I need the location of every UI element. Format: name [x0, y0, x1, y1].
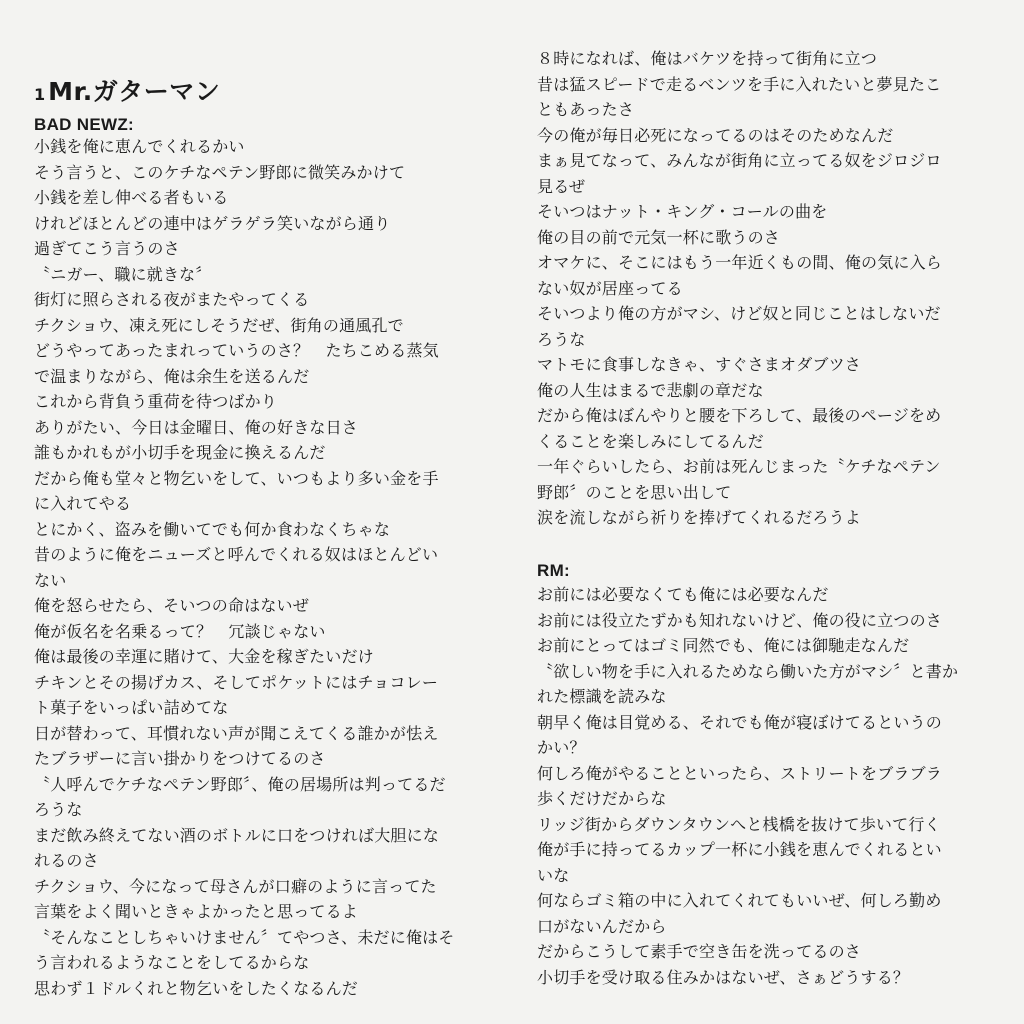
speaker-bad-newz: BAD NEWZ:: [34, 115, 134, 134]
lyric-line: 俺が仮名を名乗るって？ 冗談じゃない: [34, 621, 326, 641]
lyric-line: 〝欲しい物を手に入れるためなら働いた方がマシ〞と書か: [537, 661, 959, 681]
rm-lyrics: [537, 582, 958, 990]
lyric-line: チクショウ、今になって母さんが口癖のように言ってた: [34, 876, 437, 896]
lyric-line: 涙を流しながら祈りを捧げてくれるだろうよ: [537, 508, 862, 527]
lyric-line: けれどほとんどの連中はゲラゲラ笑いながら通り: [34, 213, 391, 233]
lyric-line: 野郎〞のことを思い出して: [537, 482, 732, 502]
lyric-line: チキンとその揚げカス、そしてポケットにはチョコレー: [34, 672, 439, 692]
track-title: Mr.ガターマン: [48, 77, 221, 106]
lyric-line: とにかく、盗みを働いてでも何か食わなくちゃな: [34, 519, 391, 539]
speaker-rm: RM:: [537, 561, 570, 580]
lyric-line: 俺の人生はまるで悲劇の章だな: [537, 380, 764, 400]
lyric-line: 見るぜ: [537, 176, 586, 196]
lyric-line: お前には必要なくても俺には必要なんだ: [537, 585, 829, 604]
lyric-line: 〝人呼んでケチなペテン野郎〞、俺の居場所は判ってるだ: [34, 774, 446, 794]
lyric-line: だからこうして素手で空き缶を洗ってるのさ: [537, 942, 862, 961]
lyric-line: まだ飲み終えてない酒のボトルに口をつければ大胆にな: [34, 825, 440, 845]
track-heading: [34, 72, 220, 108]
lyric-line: で温まりながら、俺は余生を送るんだ: [34, 366, 310, 386]
lyric-line: 朝早く俺は目覚める、それでも俺が寝ぼけてるというの: [537, 712, 943, 732]
lyric-line: そいつより俺の方がマシ、けど奴と同じことはしないだ: [537, 304, 941, 323]
lyric-line: リッジ街からダウンタウンへと桟橋を抜けて歩いて行く: [537, 814, 941, 834]
lyric-line: オマケに、そこにはもう一年近くもの間、俺の気に入ら: [537, 253, 943, 272]
lyric-line: これから背負う重荷を待つばかり: [34, 392, 278, 411]
lyric-line: 小切手を受け取る住みかはないぜ、さぁどうする？: [537, 967, 910, 987]
lyric-line: 〝そんなことしちゃいけません〞てやつさ、未だに俺はそ: [34, 927, 455, 947]
lyric-line: 口がないんだから: [537, 916, 667, 936]
lyric-line: だから俺も堂々と物乞いをして、いつもより多い金を手: [34, 468, 439, 488]
lyric-line: 俺は最後の幸運に賭けて、大金を稼ぎたいだけ: [34, 647, 374, 666]
lyric-line: ともあったさ: [537, 100, 635, 119]
lyric-line: いな: [537, 865, 570, 885]
lyric-line: お前には役立たずかも知れないけど、俺の役に立つのさ: [537, 610, 943, 630]
lyric-line: 言葉をよく聞いときゃよかったと思ってるよ: [34, 902, 359, 921]
lyric-line: たブラザーに言い掛かりをつけてるのさ: [34, 749, 326, 768]
lyric-line: 街灯に照らされる夜がまたやってくる: [34, 290, 310, 309]
lyric-line: 俺の目の前で元気一杯に歌うのさ: [537, 227, 781, 247]
lyric-line: 何ならゴミ箱の中に入れてくれてもいいぜ、何しろ勤め: [537, 891, 942, 910]
left-lyrics: [34, 134, 455, 1001]
lyric-line: れた標識を読みな: [537, 687, 667, 706]
lyric-line: 誰もかれもが小切手を現金に換えるんだ: [34, 443, 326, 462]
lyric-line: 今の俺が毎日必死になってるのはそのためなんだ: [537, 125, 894, 145]
lyric-line: に入れてやる: [34, 494, 132, 513]
lyric-line: ろうな: [34, 800, 83, 819]
lyric-line: まぁ見てなって、みんなが街角に立ってる奴をジロジロ: [537, 151, 942, 170]
lyric-line: くることを楽しみにしてるんだ: [537, 431, 764, 451]
lyric-line: ありがたい、今日は金曜日、俺の好きな日さ: [34, 417, 359, 437]
lyric-line: かい？: [537, 738, 586, 757]
lyric-line: お前にとってはゴミ同然でも、俺には御馳走なんだ: [537, 636, 910, 655]
lyric-line: そいつはナット・キング・コールの曲を: [537, 202, 828, 221]
lyric-line: 日が替わって、耳慣れない声が聞こえてくる誰かが怯え: [34, 723, 439, 743]
lyric-line: 一年ぐらいしたら、お前は死んじまった〝ケチなペテン: [537, 457, 941, 476]
lyric-line: マトモに食事しなきゃ、すぐさまオダブツさ: [537, 355, 862, 374]
lyric-line: 思わず１ドルくれと物乞いをしたくなるんだ: [34, 978, 359, 998]
lyric-line: ない奴が居座ってる: [537, 278, 683, 298]
lyric-line: ８時になれば、俺はバケツを持って街角に立つ: [537, 49, 878, 68]
lyric-line: 小銭を差し伸べる者もいる: [34, 188, 229, 207]
lyric-line: 俺が手に持ってるカップ一杯に小銭を恵んでくれるとい: [537, 840, 942, 859]
lyric-line: ろうな: [537, 329, 586, 349]
lyric-line: 昔は猛スピードで走るベンツを手に入れたいと夢見たこ: [537, 74, 942, 94]
lyric-line: だから俺はぼんやりと腰を下ろして、最後のページをめ: [537, 406, 942, 425]
lyric-line: 歩くだけだからな: [537, 789, 667, 808]
track-number: 1: [34, 85, 46, 104]
lyric-line: れるのさ: [34, 851, 99, 870]
lyric-line: 昔のように俺をニューズと呼んでくれる奴はほとんどい: [34, 545, 439, 564]
lyric-line: 何しろ俺がやることといったら、ストリートをブラブラ: [537, 763, 943, 783]
lyric-line: どうやってあったまれっていうのさ？ たちこめる蒸気: [34, 341, 439, 360]
lyric-line: 小銭を俺に恵んでくれるかい: [34, 137, 245, 156]
right-lyrics-top: [537, 46, 942, 531]
lyric-line: 俺を怒らせたら、そいつの命はないぜ: [34, 596, 309, 615]
lyric-line: ない: [34, 570, 67, 590]
lyric-line: 〝ニガー、職に就きな〞: [34, 264, 212, 284]
lyric-line: う言われるようなことをしてるからな: [34, 953, 310, 972]
lyric-line: 過ぎてこう言うのさ: [34, 239, 180, 258]
lyric-line: ト菓子をいっぱい詰めてな: [34, 698, 229, 717]
lyric-line: チクショウ、凍え死にしそうだぜ、街角の通風孔で: [34, 315, 404, 335]
lyric-line: そう言うと、このケチなペテン野郎に微笑みかけて: [34, 162, 406, 182]
